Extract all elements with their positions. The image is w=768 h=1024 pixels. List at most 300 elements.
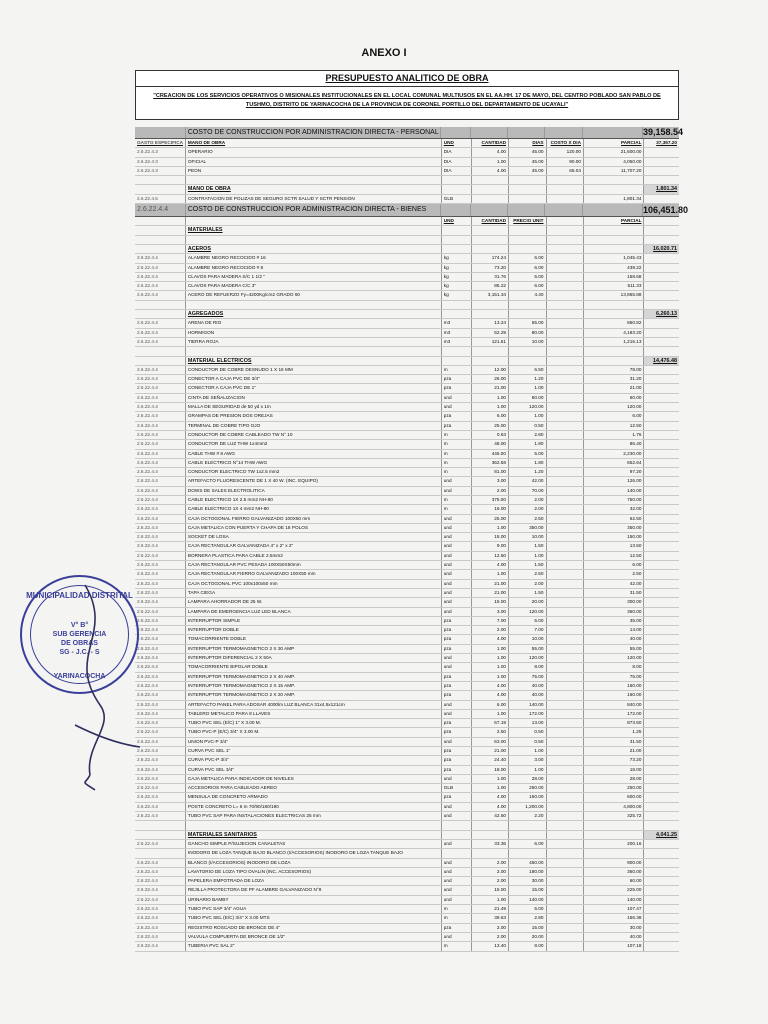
desc-cell: ACERO DE REFUERZO Fy=4200Kg/cm2 GRADO 60 <box>185 291 441 299</box>
total-cell <box>643 431 679 439</box>
table-row <box>135 542 679 551</box>
code-cell: 2.6.22.4.4 <box>137 283 158 289</box>
desc-cell: CABLE ELECTRICO N°14 THW AWG <box>185 459 441 467</box>
und-cell: pza <box>441 924 471 932</box>
desc-cell: INTERRUPTOR DOBLE <box>185 626 441 634</box>
desc-cell: CINTA DE SEÑALIZACION <box>185 394 441 402</box>
qty-cell: 121.61 <box>471 338 508 346</box>
code-cell: 2.6.22.4.3 <box>137 167 158 173</box>
parcial-cell: 78.00 <box>583 366 643 374</box>
unit-price-cell: 1.20 <box>508 375 545 383</box>
unit-price-cell: 13.00 <box>508 719 545 727</box>
parcial-cell <box>583 226 643 234</box>
und-cell: kg <box>441 282 471 290</box>
cxd-cell <box>546 515 583 523</box>
code-cell: 2.6.22.4.4 <box>137 441 158 447</box>
subsection-header <box>135 185 679 194</box>
desc-cell: CABLE THW # 8 AWG <box>185 450 441 458</box>
und-cell: pza <box>441 719 471 727</box>
qty-cell: 1.00 <box>471 158 508 166</box>
qty-cell: 1.00 <box>471 663 508 671</box>
total-cell <box>643 784 679 792</box>
code-cell: 2.6.22.4.4 <box>137 775 158 781</box>
total-cell <box>643 273 679 281</box>
qty-cell: 21.00 <box>471 384 508 392</box>
qty-cell <box>471 226 508 234</box>
total-cell <box>643 301 679 309</box>
und-cell <box>441 236 471 244</box>
code-cell: 2.6.22.4.4 <box>137 933 158 939</box>
section-title: COSTO DE CONSTRUCCION POR ADMINISTRACION DIRECTA - PERSONAL <box>185 127 440 138</box>
qty-cell: 1.00 <box>471 403 508 411</box>
desc-cell: INODORO DE LOZA TANQUE BAJO BLANCO (I/ACCESORIOS) INODORO DE LOZA TANQUE BAJO <box>185 849 441 857</box>
cxd-cell <box>546 487 583 495</box>
und-cell: und <box>441 561 471 569</box>
desc-cell: CAJA OCTOGONAL PVC 100x100x50 mm <box>185 580 441 588</box>
parcial-cell: 62.50 <box>583 515 643 523</box>
cxd-cell <box>546 682 583 690</box>
code-cell: 2.6.22.4.4 <box>137 534 158 540</box>
cxd-cell <box>544 127 581 138</box>
table-row <box>135 167 679 176</box>
desc-cell: BLANCO (I/ACCESORIOS) INODORO DE LOZA <box>185 859 441 867</box>
code-cell: 2.6.22.4.4 <box>137 673 158 679</box>
desc-cell: OPERARIO <box>185 148 441 156</box>
qty-cell: 33.36 <box>471 840 508 848</box>
und-header: UND <box>441 139 471 147</box>
table-row <box>135 273 679 282</box>
und-cell: pza <box>441 673 471 681</box>
table-row <box>135 663 679 672</box>
cxd-cell <box>546 942 583 950</box>
cxd-cell: 90.00 <box>546 158 583 166</box>
table-row <box>135 896 679 905</box>
qty-cell: 4.00 <box>471 561 508 569</box>
qty-cell: 1.00 <box>471 524 508 532</box>
parcial-cell: 6.00 <box>583 412 643 420</box>
parcial-cell: 12.50 <box>583 552 643 560</box>
unit-price-cell: 1.50 <box>508 589 545 597</box>
qty-cell <box>471 195 508 203</box>
code-cell: 2.6.22.4.4 <box>137 813 158 819</box>
code-cell: 2.6.22.4.4 <box>137 524 158 530</box>
total-cell <box>643 886 679 894</box>
desc-cell <box>185 347 441 355</box>
unit-cell <box>508 821 545 829</box>
total-cell <box>643 158 679 166</box>
code-cell: 2.6.22.4.3 <box>137 158 158 164</box>
qty-cell: 2.00 <box>471 859 508 867</box>
parcial-cell: 18.00 <box>583 766 643 774</box>
total-cell <box>643 645 679 653</box>
qty-cell: 2.50 <box>471 728 508 736</box>
cxd-cell <box>546 301 583 309</box>
code-cell: 2.6.22.4.3 <box>137 149 158 155</box>
parcial-cell: 14.00 <box>583 626 643 634</box>
qty-cell: 1.00 <box>471 394 508 402</box>
qty-cell: 12.50 <box>471 552 508 560</box>
parcial-cell: 300.00 <box>583 598 643 606</box>
cxd-cell <box>546 598 583 606</box>
unit-price-cell: 1.00 <box>508 747 545 755</box>
blank-row <box>135 176 679 185</box>
und-cell: pza <box>441 756 471 764</box>
pu-header: PRECIO UNIT <box>508 217 545 225</box>
table-row <box>135 617 679 626</box>
total-cell <box>643 933 679 941</box>
code-cell: 2.6.22.4.4 <box>137 766 158 772</box>
qty-cell: 1.00 <box>471 654 508 662</box>
und-cell: kg <box>441 264 471 272</box>
parcial-cell: 350.00 <box>583 524 643 532</box>
qty-cell: 21.00 <box>471 580 508 588</box>
total-cell <box>643 505 679 513</box>
total-cell <box>643 654 679 662</box>
parcial-cell: 120.00 <box>583 403 643 411</box>
code-cell <box>135 245 185 253</box>
qty-cell: 39.63 <box>471 914 508 922</box>
table-row <box>135 812 679 821</box>
unit-price-cell: 0.50 <box>508 422 545 430</box>
desc-cell: CAJA RECTANGULAR FIERRO GALVANIZADO 100X50 mm <box>185 570 441 578</box>
und-cell: GLB <box>441 784 471 792</box>
desc-cell: CONDUCTOR DE LUZ THW 1x4mm2 <box>185 440 441 448</box>
qty-cell: 25.00 <box>471 422 508 430</box>
qty-cell <box>471 245 508 253</box>
cxd-cell <box>546 254 583 262</box>
table-row <box>135 450 679 459</box>
unit-price-cell: 30.00 <box>508 877 545 885</box>
table-row <box>135 580 679 589</box>
cxd-cell <box>546 310 583 318</box>
cxd-cell <box>546 505 583 513</box>
und-cell: m <box>441 431 471 439</box>
code-cell: 2.6.22.4.4 <box>137 757 158 763</box>
table-row <box>135 195 679 204</box>
unit-price-cell: 1.50 <box>508 542 545 550</box>
unit-price-cell: 80.00 <box>508 329 545 337</box>
parcial-cell: 30.00 <box>583 924 643 932</box>
unit-price-cell: 2.80 <box>508 914 545 922</box>
total-cell <box>643 264 679 272</box>
total-cell <box>643 580 679 588</box>
cxd-cell <box>546 933 583 941</box>
qty-cell <box>471 236 508 244</box>
desc-cell: URINARIO BAMBY <box>185 896 441 904</box>
unit-price-cell: 172.00 <box>508 710 545 718</box>
parcial-cell <box>583 176 643 184</box>
und-cell: GLB <box>441 195 471 203</box>
table-row <box>135 440 679 449</box>
qty-cell: 9.00 <box>471 542 508 550</box>
und-cell: und <box>441 570 471 578</box>
code-header: GASTO ESPECIFICA <box>137 140 184 145</box>
code-cell: 2.6.22.4.4 <box>137 701 158 707</box>
qty-cell: 3,151.34 <box>471 291 508 299</box>
parcial-cell: 28.00 <box>583 775 643 783</box>
parcial-cell <box>583 357 643 365</box>
unit-price-cell: 120.00 <box>508 608 545 616</box>
desc-cell: INTERRUPTOR TERMOMAGNETICO 2 X 20 AMP. <box>185 691 441 699</box>
desc-cell: ARTEFACTO FLUORESCENTE DE 1 X 40 W. (INC. EQUIPO) <box>185 477 441 485</box>
qty-cell: 15.00 <box>471 533 508 541</box>
table-row <box>135 747 679 756</box>
code-cell: 2.6.22.4.4 <box>137 887 158 893</box>
qty-cell: 21.00 <box>471 747 508 755</box>
und-cell: pza <box>441 412 471 420</box>
desc-cell: CURVA PVC-P 3/4" <box>185 756 441 764</box>
unit-cell <box>508 347 545 355</box>
unit-price-cell: 60.00 <box>508 394 545 402</box>
unit-price-cell: 1.80 <box>508 459 545 467</box>
und-cell: m <box>441 942 471 950</box>
unit-price-cell: 1.20 <box>508 468 545 476</box>
blank-row <box>135 236 679 245</box>
parcial-cell: 13,865.88 <box>583 291 643 299</box>
parcial-cell: 32.00 <box>583 505 643 513</box>
total-cell <box>643 738 679 746</box>
qty-cell: 1.00 <box>471 710 508 718</box>
code-cell: 2.6.22.4.4 <box>137 803 158 809</box>
code-cell: 2.6.22.4.4 <box>137 571 158 577</box>
unit-price-cell: 0.50 <box>508 728 545 736</box>
desc-cell: VALVULA COMPUERTA DE BRONCE DE 1/2" <box>185 933 441 941</box>
cxd-header: COSTO X DIA <box>546 139 583 147</box>
und-cell <box>441 301 471 309</box>
und-cell: und <box>441 515 471 523</box>
total-cell <box>643 608 679 616</box>
desc-cell: CONECTOR A CAJA PVC DE 1" <box>185 384 441 392</box>
table-row <box>135 487 679 496</box>
desc-cell: ARENA DE RIO <box>185 319 441 327</box>
und-cell: und <box>441 589 471 597</box>
und-cell: und <box>441 886 471 894</box>
code-cell: 2.6.22.4.4 <box>137 738 158 744</box>
table-row <box>135 645 679 654</box>
cxd-cell <box>544 204 581 216</box>
unit-price-cell: 65.00 <box>508 319 545 327</box>
table-row <box>135 877 679 886</box>
cxd-cell <box>546 291 583 299</box>
unit-cell <box>508 226 545 234</box>
code-cell <box>135 236 185 244</box>
cxd-cell <box>546 924 583 932</box>
und-cell: pza <box>441 793 471 801</box>
total-cell <box>643 542 679 550</box>
qty-cell: 362.58 <box>471 459 508 467</box>
table-row <box>135 431 679 440</box>
unit-price-cell: 40.00 <box>508 691 545 699</box>
total-cell <box>643 626 679 634</box>
group-title: AGREGADOS <box>185 310 441 318</box>
qty-cell: 21.00 <box>471 589 508 597</box>
materials-header <box>135 226 679 235</box>
und-cell: m <box>441 440 471 448</box>
und-cell: m <box>441 914 471 922</box>
qty-header: CANTIDAD <box>471 139 508 147</box>
qty-cell: 13.40 <box>471 942 508 950</box>
desc-cell: POSTE CONCRETO L= 6 m 70/90/180/190 <box>185 803 441 811</box>
desc-cell: TUBO PVC SEL (E/C) 3/4" X 3.00 MTS <box>185 914 441 922</box>
table-row <box>135 793 679 802</box>
total-cell <box>643 859 679 867</box>
cxd-cell: 120.00 <box>546 148 583 156</box>
total-cell <box>643 291 679 299</box>
cxd-cell <box>546 766 583 774</box>
code-cell: 2.6.22.4.4 <box>137 506 158 512</box>
qty-cell: 1.00 <box>471 570 508 578</box>
desc-cell: MALLA DE SEGURIDAD de 50 yd x 1m <box>185 403 441 411</box>
handwritten-signature <box>45 575 145 795</box>
unit-price-cell: 1.50 <box>508 561 545 569</box>
table-row <box>135 784 679 793</box>
unit-cell <box>507 127 544 138</box>
total-cell <box>643 148 679 156</box>
desc-cell: CONDUCTOR DE COBRE CABLEADO TW N° 10 <box>185 431 441 439</box>
code-cell: 2.6.22.4.4 <box>137 255 158 261</box>
cxd-cell <box>546 282 583 290</box>
und-cell: und <box>441 840 471 848</box>
code-cell: 2.6.22.4.4 <box>137 878 158 884</box>
und-cell: und <box>441 868 471 876</box>
unit-price-cell: 5.00 <box>508 905 545 913</box>
parcial-cell <box>583 301 643 309</box>
total-cell <box>643 775 679 783</box>
und-cell: und <box>441 896 471 904</box>
und-cell: und <box>441 487 471 495</box>
desc-cell <box>185 301 441 309</box>
total-cell <box>643 598 679 606</box>
cxd-cell <box>546 710 583 718</box>
parcial-cell: 60.00 <box>583 394 643 402</box>
unit-price-cell: 70.00 <box>508 487 545 495</box>
parcial-cell <box>583 821 643 829</box>
unit-price-cell: 55.00 <box>508 645 545 653</box>
unit-cell <box>508 176 545 184</box>
parcial-cell: 11,707.20 <box>583 167 643 175</box>
section-title: COSTO DE CONSTRUCCION POR ADMINISTRACION DIRECTA - BIENES <box>185 204 440 216</box>
dias-cell: 45.00 <box>508 158 545 166</box>
code-cell: 2.6.22.4.4 <box>137 655 158 661</box>
table-row <box>135 459 679 468</box>
und-cell: und <box>441 654 471 662</box>
table-row <box>135 403 679 412</box>
code-cell: 2.6.22.4.4 <box>137 729 158 735</box>
total-cell <box>643 195 679 203</box>
total-cell <box>643 701 679 709</box>
und-cell: pza <box>441 766 471 774</box>
code-cell: 2.6.22.4.4 <box>137 868 158 874</box>
und-cell <box>440 127 470 138</box>
parcial-cell: 172.00 <box>583 710 643 718</box>
table-row <box>135 626 679 635</box>
cxd-cell <box>546 412 583 420</box>
table-row <box>135 859 679 868</box>
unit-price-cell: 10.00 <box>508 533 545 541</box>
table-row <box>135 468 679 477</box>
und-cell: DIA <box>441 148 471 156</box>
parcial-cell: 600.00 <box>583 793 643 801</box>
code-header <box>135 217 185 225</box>
desc-cell: CONDUCTOR DE COBRE DESNUDO 1 X 16 MM <box>185 366 441 374</box>
unit-cell <box>508 310 545 318</box>
und-cell: und <box>441 608 471 616</box>
und-cell: und <box>441 710 471 718</box>
parcial-cell: 873.60 <box>583 719 643 727</box>
qty-cell: 375.00 <box>471 496 508 504</box>
parcial-cell: 511.33 <box>583 282 643 290</box>
dias-header: DIAS <box>508 139 545 147</box>
und-cell: m <box>441 459 471 467</box>
desc-cell: TAPA CIEGA <box>185 589 441 597</box>
parcial-cell: 21.00 <box>583 384 643 392</box>
total-cell <box>643 167 679 175</box>
cxd-cell <box>546 617 583 625</box>
total-cell <box>643 719 679 727</box>
und-cell: pza <box>441 422 471 430</box>
code-cell: 2.6.22.4.4 <box>137 748 158 753</box>
code-cell <box>135 821 185 829</box>
total-cell <box>643 487 679 495</box>
qty-cell <box>471 849 508 857</box>
cxd-cell <box>546 524 583 532</box>
code-cell <box>135 849 185 857</box>
qty-cell: 52.29 <box>471 329 508 337</box>
und-cell: und <box>441 933 471 941</box>
cxd-cell <box>546 375 583 383</box>
stamp-line: V° B° <box>70 622 89 629</box>
cxd-header <box>546 217 583 225</box>
total-cell <box>643 236 679 244</box>
parcial-cell <box>583 310 643 318</box>
qty-cell: 2.00 <box>471 626 508 634</box>
desc-cell: UNION PVC-P 3/4" <box>185 738 441 746</box>
qty-cell: 21.49 <box>471 905 508 913</box>
cxd-cell <box>546 403 583 411</box>
stamp-line: DE OBRAS <box>61 640 98 647</box>
total-cell <box>643 663 679 671</box>
table-row <box>135 282 679 291</box>
unit-cell <box>508 185 545 193</box>
table-row <box>135 422 679 431</box>
unit-price-cell: 8.00 <box>508 663 545 671</box>
code-cell: 2.6.22.4.4 <box>137 840 158 846</box>
und-cell: und <box>441 877 471 885</box>
parcial-cell: 13.50 <box>583 542 643 550</box>
code-cell: 2.6.22.4.4 <box>137 515 158 521</box>
dias-cell: 45.00 <box>508 167 545 175</box>
parcial-cell <box>583 245 643 253</box>
parcial-cell: 1.76 <box>583 431 643 439</box>
cxd-cell <box>546 459 583 467</box>
qty-cell <box>471 831 508 839</box>
total-cell <box>643 468 679 476</box>
parcial-cell <box>583 347 643 355</box>
code-cell <box>135 127 185 138</box>
parcial-cell: 35.00 <box>583 617 643 625</box>
cxd-cell <box>546 329 583 337</box>
code-cell: 2.6.22.4.4 <box>137 496 158 502</box>
cxd-cell <box>546 635 583 643</box>
unit-price-cell: 20.00 <box>508 598 545 606</box>
cxd-cell <box>546 384 583 392</box>
parcial-cell <box>583 185 643 193</box>
qty-cell: 1.00 <box>471 784 508 792</box>
stamp-top-text: MUNICIPALIDAD DISTRITAL <box>26 591 133 600</box>
desc-cell: ACCESORIOS PARA CABLEADO AEREO <box>185 784 441 792</box>
unit-price-cell: 2.00 <box>508 505 545 513</box>
qty-cell: 26.00 <box>471 375 508 383</box>
